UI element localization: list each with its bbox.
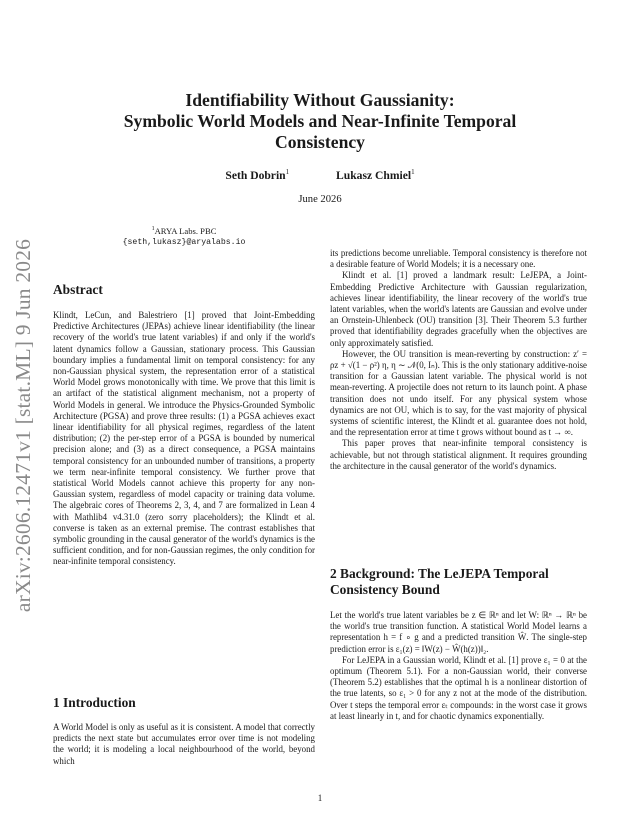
paper-title [80, 90, 560, 153]
title-line-2: Symbolic World Models and Near-Infinite Temporal [123, 111, 517, 131]
abstract-heading: Abstract [53, 282, 103, 297]
background-paragraph-1: Let the world's true latent variables be z ∈ ℝⁿ and let W: ℝⁿ → ℝⁿ be the world's true transition function. A statistical World Model learns a representation h = f ∘ g and a predicted transition Ŵ. The single-step prediction error is ε₁(z) = ‖W(z) − Ŵ(h(z))‖₂. [330, 610, 587, 654]
author-1: Seth Dobrin$^1$ [225, 168, 290, 182]
intro-paragraph-cont: its predictions become unreliable. Temporal consistency is therefore not a desirable feature of World Models; it is a necessary one. [330, 248, 587, 270]
page-number: 1 [317, 793, 323, 803]
author-list [0, 168, 640, 182]
background-paragraph-2: For LeJEPA in a Gaussian world, Klindt et al. [1] prove ε₁ = 0 at the optimum (Theorem 5.1). For a non-Gaussian world, their converse (Theorem 5.2) establishes that the optimal h is a nonlinear distortion of the true latents, so ε₁ > 0 for any z not at the mode of the distribution. Over t steps the temporal error εₜ compounds: in the worst case it grows at least linearly in t, and for chaotic dynamics exponentially. [330, 654, 587, 721]
abstract-body [53, 310, 315, 568]
title-line-3: Consistency [275, 132, 365, 152]
title-line-1: Identifiability Without Gaussianity: [185, 90, 455, 110]
background-heading: 2 Background: The LeJEPA Temporal Consistency Bound [330, 566, 549, 597]
intro-paragraph-2: Klindt et al. [1] proved a landmark result: LeJEPA, a Joint-Embedding Predictive Architecture with Gaussian regularization, achieves linear identifiability, the linear recovery of the world's true latent variables, when the world's latents are Gaussian and evolve under an Ornstein-Uhlenbeck (OU) transition [3]. Their Theorem 5.3 further proved that identifiability degrades gracefully when the objectives are only approximately satisfied. [330, 270, 587, 348]
intro-paragraph: A World Model is only as useful as it is consistent. A model that correctly predicts the next state but accumulates error over time is not modeling the world; it is modeling a local neighbourhood of the world, beyond which [53, 722, 315, 766]
intro-paragraph-4: This paper proves that near-infinite temporal consistency is achievable, but not through statistical alignment. It requires grounding the architecture in the causal generator of the world's dynamics. [330, 438, 587, 471]
author-2: Lukasz Chmiel$^1$ [336, 168, 415, 182]
background-body [330, 610, 587, 722]
right-column-intro [330, 248, 587, 472]
intro-paragraph-3: However, the OU transition is mean-reverting by construction: z′ = ρz + √(1 − ρ²) η, η ∼ 𝒩(0, Iₙ). This is the only stationary additive-noise transition for a Gaussian latent variable. The physical world is not mean-reverting. A projectile does not return to its launch point. A phase transition does not undo itself. For any physical system whose dynamics are not OU, which is to say, for the vast majority of physical systems of scientific interest, the Klindt et al. guarantee does not hold, and the representation error at time t grows without bound as t → ∞. [330, 348, 587, 438]
abstract-paragraph: Klindt, LeCun, and Balestriero [1] proved that Joint-Embedding Predictive Architectures (JEPAs) achieve linear identifiability (the linear recovery of the world's true latent variables) if and only if the world's latent dynamics follow a Gaussian, stationary process. This Gaussian boundary implies a fundamental limit on temporal consistency: for any non-Gaussian physical system, the representation error of a statistical World Model grows monotonically with time. We prove that this limit is an artifact of the statistical alignment mechanism, not a property of World Models in general. We introduce the Physics-Grounded Symbolic Architecture (PGSA) and prove three results: (1) a PGSA achieves exact linear identifiability for all physical regimes, regardless of the latent distribution; (2) the per-step error of a PGSA is bounded by numerical precision alone; and (3) as a direct consequence, a PGSA maintains temporal consistency for an unbounded number of transitions, a property we term near-infinite temporal consistency. We further prove that statistical World Models cannot achieve this property for any non-Gaussian system, regardless of model capacity or training data volume. The algebraic cores of Theorems 2, 3, 4, and 7 are formalized in Lean 4 with Mathlib4 v4.31.0 (zero sorry placeholders); the Klindt et al. converse is taken as an external premise. The contrast establishes that symbolic grounding in the causal generator of the world's dynamics is the sufficient condition, and for non-Gaussian regimes, the only condition for near-infinite temporal consistency. [53, 310, 315, 567]
introduction-heading: 1 Introduction [53, 695, 136, 710]
arxiv-stamp: arXiv:2606.12471v1 [stat.ML] 9 Jun 2026 [11, 238, 36, 612]
email: {seth,lukasz}@aryalabs.io [122, 237, 246, 247]
date: June 2026 [298, 194, 342, 205]
affiliation: $^1$ARYA Labs. PBC {seth,lukasz}@aryalabs.io [53, 224, 315, 248]
introduction-body [53, 722, 315, 767]
